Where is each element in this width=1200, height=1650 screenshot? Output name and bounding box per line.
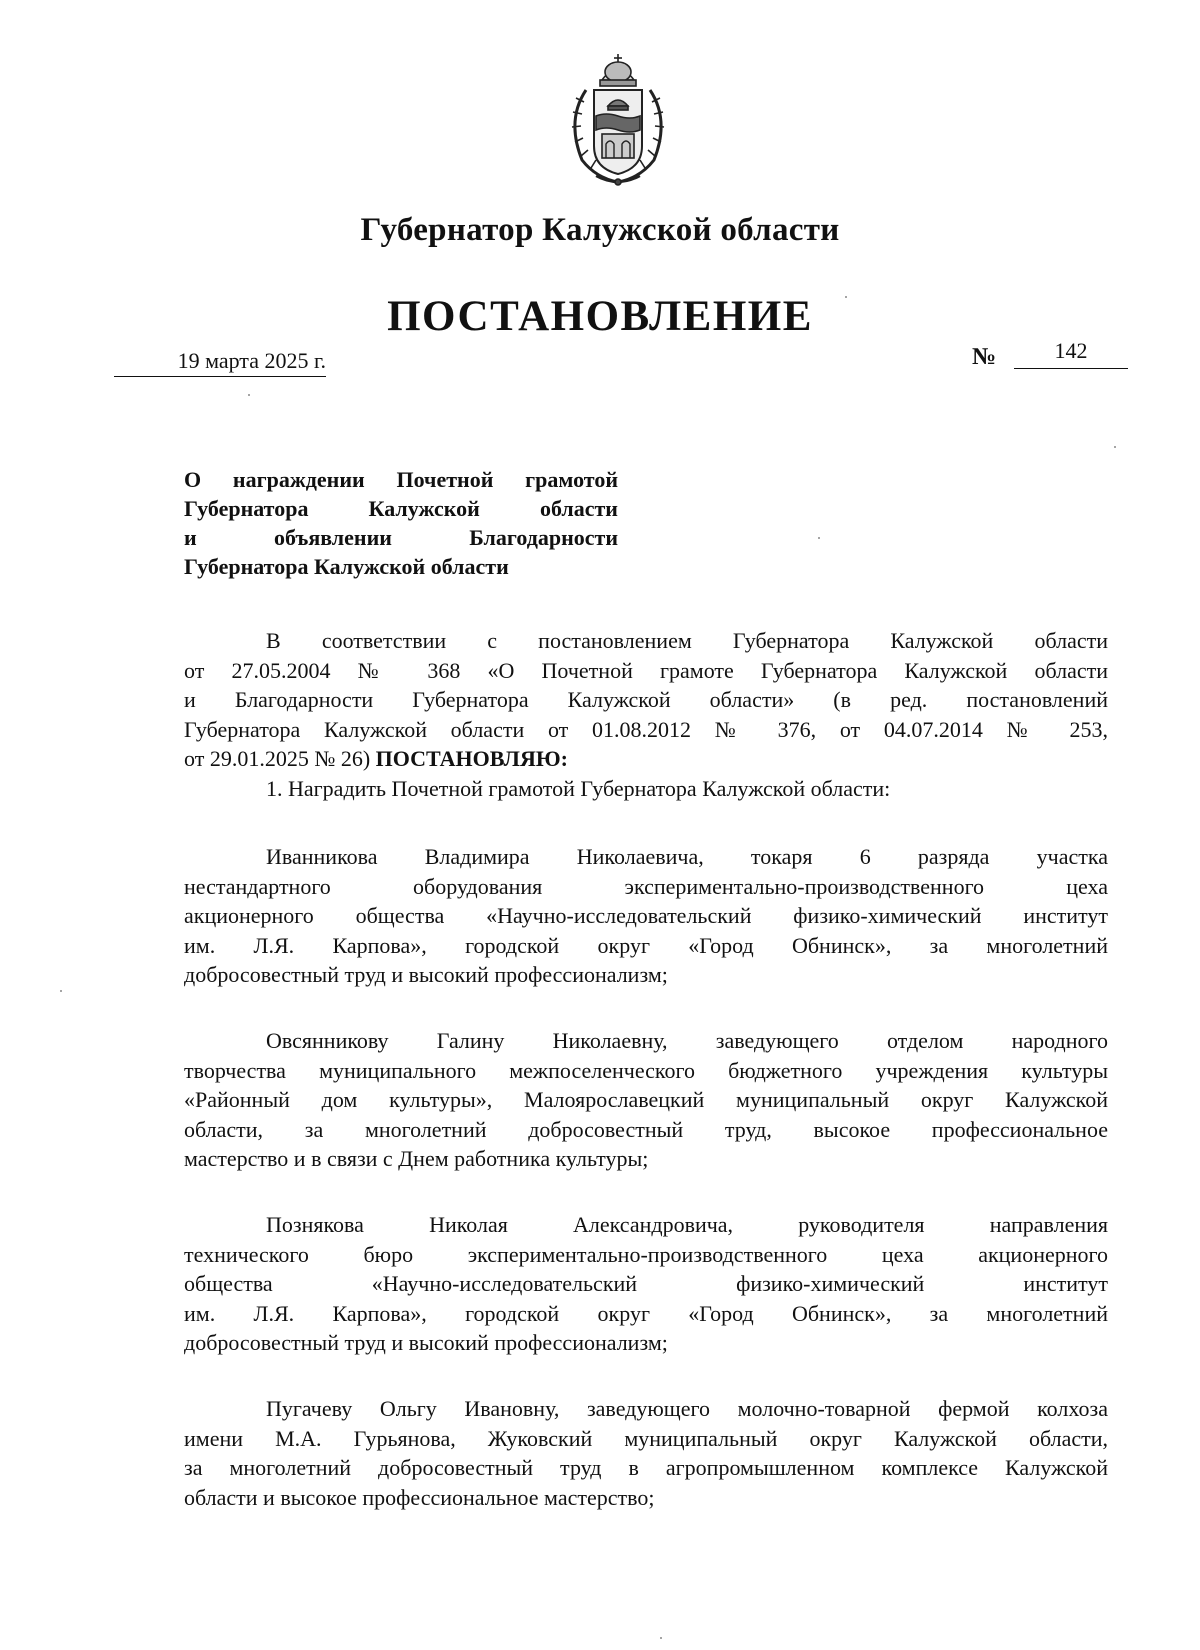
awardee-line: Овсянникову Галину Николаевну, заведующего отделом народного <box>266 1028 1108 1053</box>
awardee-line: им. Л.Я. Карпова», городской округ «Город Обнинск», за многолетний <box>184 932 1108 958</box>
title-line: Губернатора Калужской области <box>184 496 618 521</box>
document-date: 19 марта 2025 г. <box>114 346 326 377</box>
scan-speck <box>818 537 820 539</box>
awardee-line: Познякова Николая Александровича, руководителя направления <box>266 1212 1108 1237</box>
awardee-line: за многолетний добросовестный труд в агропромышленном комплексе Калужской <box>184 1455 1108 1480</box>
preamble-line: В соответствии с постановлением Губернатора Калужской области <box>266 628 1108 653</box>
coat-of-arms-icon <box>556 50 680 188</box>
awardee-line: «Районный дом культуры», Малоярославецкий муниципальный округ Калужской <box>184 1087 1108 1112</box>
awardee-paragraph <box>184 1394 1108 1512</box>
decree-word: ПОСТАНОВЛЯЮ: <box>375 746 568 771</box>
document-number: 142 <box>1014 334 1128 369</box>
awardee-line: Иванникова Владимира Николаевича, токаря 6 разряда участка <box>266 844 1108 869</box>
preamble-paragraph <box>184 626 1108 803</box>
preamble-last-line-text: от 29.01.2025 № 26) <box>184 746 376 771</box>
title-line: и объявлении Благодарности <box>184 525 618 550</box>
document-type-heading: ПОСТАНОВЛЕНИЕ <box>387 293 813 340</box>
awardee-line: общества «Научно-исследовательский физико-химический институт <box>184 1271 1108 1296</box>
awardee-line: творчества муниципального межпоселенческого бюджетного учреждения культуры <box>184 1057 1108 1083</box>
preamble-last-line <box>184 744 1108 774</box>
scan-speck <box>845 296 847 298</box>
awardee-line: технического бюро экспериментально-производственного цеха акционерного <box>184 1241 1108 1267</box>
title-line: О награждении Почетной грамотой <box>184 467 618 492</box>
awardee-line: Пугачеву Ольгу Ивановну, заведующего молочно-товарной фермой колхоза <box>266 1396 1108 1421</box>
preamble-line: и Благодарности Губернатора Калужской области» (в ред. постановлений <box>184 687 1108 712</box>
document-title <box>184 465 618 581</box>
awardee-line: мастерство и в связи с Днем работника культуры; <box>184 1146 649 1171</box>
scan-speck <box>248 394 250 396</box>
scan-speck <box>660 1637 662 1639</box>
awardee-line: имени М.А. Гурьянова, Жуковский муниципальный округ Калужской области, <box>184 1425 1108 1451</box>
awardee-line: добросовестный труд и высокий профессионализм; <box>184 962 668 987</box>
awardee-line: акционерного общества «Научно-исследовательский физико-химический институт <box>184 903 1108 928</box>
number-sign: № <box>972 344 997 370</box>
issuing-authority: Губернатор Калужской области <box>360 212 840 248</box>
preamble-line: Губернатора Калужской области от 01.08.2012 № 376, от 04.07.2014 № 253, <box>184 716 1108 742</box>
title-line: Губернатора Калужской области <box>184 554 509 579</box>
awardee-paragraph <box>184 1210 1108 1358</box>
awardee-line: добросовестный труд и высокий профессионализм; <box>184 1330 668 1355</box>
awardee-line: области, за многолетний добросовестный труд, высокое профессиональное <box>184 1116 1108 1142</box>
awardee-line: области и высокое профессиональное мастерство; <box>184 1484 655 1510</box>
scan-speck <box>1114 446 1116 448</box>
awardee-paragraph <box>184 1026 1108 1174</box>
item-1-text: 1. Наградить Почетной грамотой Губернатора Калужской области: <box>266 775 891 801</box>
scan-speck <box>60 990 62 992</box>
awardee-line: нестандартного оборудования экспериментально-производственного цеха <box>184 873 1108 899</box>
awardee-line: им. Л.Я. Карпова», городской округ «Город Обнинск», за многолетний <box>184 1300 1108 1326</box>
preamble-line: от 27.05.2004 № 368 «О Почетной грамоте Губернатора Калужской области <box>184 657 1108 683</box>
awardee-paragraph <box>184 842 1108 990</box>
